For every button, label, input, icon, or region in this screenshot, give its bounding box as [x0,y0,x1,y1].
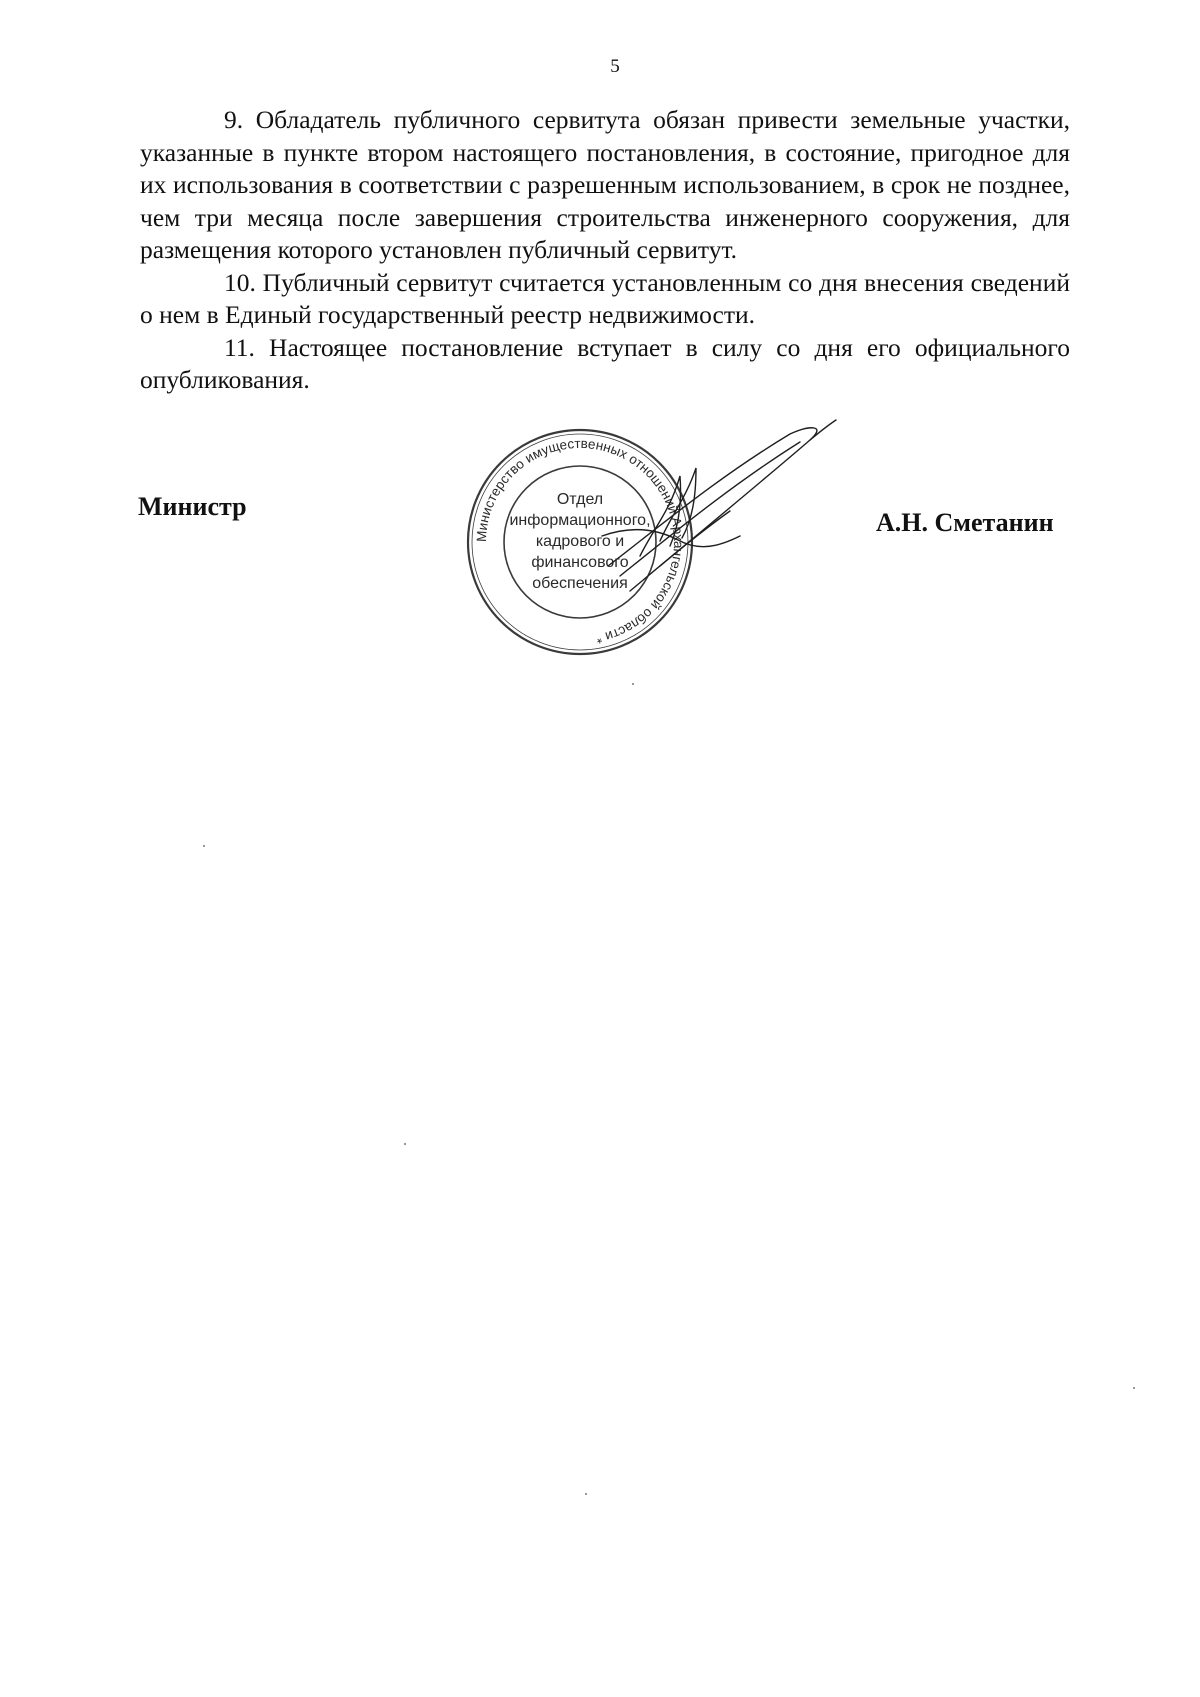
scan-speck [404,1143,406,1145]
scan-speck [632,683,634,685]
page-number: 5 [610,56,620,77]
scan-speck [1133,1387,1135,1389]
scan-speck [203,845,205,847]
signer-position: Министр [138,492,247,521]
signer-name: А.Н. Сметанин [876,508,1054,537]
stamp-line-2: информационного, [509,512,651,529]
stamp-line-5: обеспечения [532,575,628,592]
paragraph-9: 9. Обладатель публичного сервитута обязан привести земельные участки, указанные в пункте втором настоящего постановления, в состояние, пригодное для их использования в соответствии с разрешенным использованием, в срок не позднее, чем три месяца после завершения строительства инженерного сооружения, для размещения которого установлен публичный сервитут. [140,105,1070,264]
stamp-line-1: Отдел [556,491,604,508]
stamp-ring-text: Министерство имущественных отношений Архангельской области * [473,435,687,647]
handwritten-signature [600,416,840,606]
stamp-line-3: кадрового и [535,533,625,550]
stamp-line-4: финансового [531,554,629,571]
paragraph-11: 11. Настоящее постановление вступает в силу со дня его официального опубликования. [140,332,1070,394]
scan-speck [585,1493,587,1495]
paragraph-10: 10. Публичный сервитут считается установленным со дня внесения сведений о нем в Единый государственный реестр недвижимости. [140,267,1070,329]
document-body [140,104,1070,397]
